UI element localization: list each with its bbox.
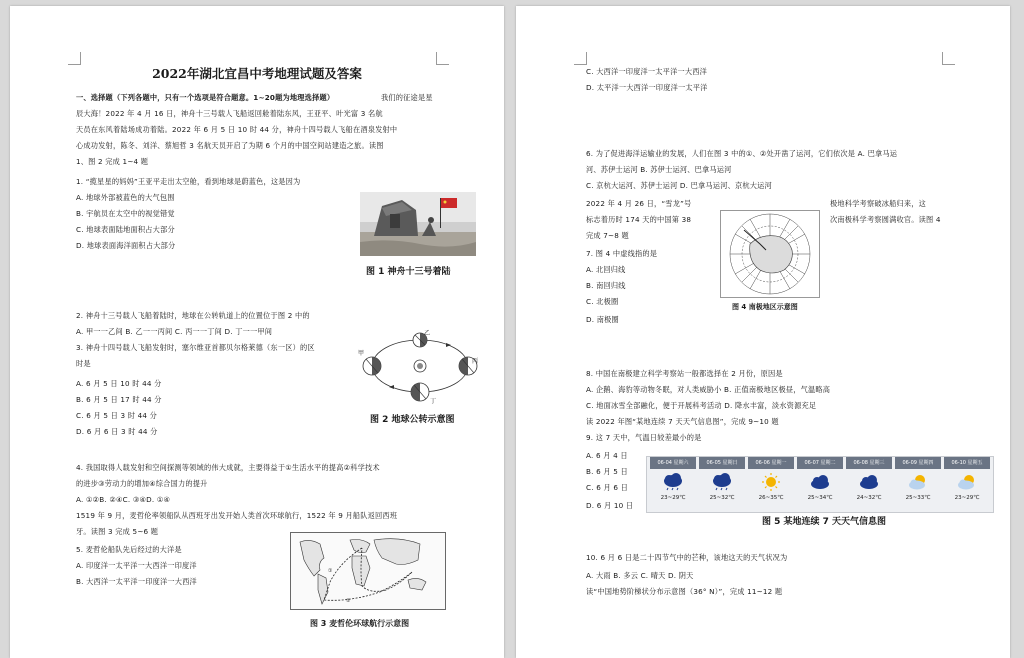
answer-option: C. 大西洋一印度洋一太平洋一大西洋 [586,67,708,76]
intro-text: 读“中国地势阶梯状分布示意图（36° N）”，完成 11~12 题 [586,587,783,596]
weather-date: 06-09 星期四 [895,457,941,469]
answer-option: C. 地球表面陆地面积占大部分 [76,225,175,234]
intro-text: 极地科学考察破冰船归来，这 [830,199,927,208]
weather-day [895,457,941,512]
intro-text: 辰大海！2022 年 4 月 16 日，神舟十三号载人飞船返回舱着陆东风，王亚平、叶光富 3 名航 [76,109,383,118]
answer-option: A. 大雨 B. 多云 C. 晴天 D. 阴天 [586,571,694,580]
question-stem: 5. 麦哲伦船队先后经过的大洋是 [76,545,182,554]
intro-text: 读 2022 年图“某地连续 7 天天气信息图”，完成 9~10 题 [586,417,779,426]
question-stem: 7. 图 4 中虚线指的是 [586,249,658,258]
orbit-label: 甲 [358,350,365,357]
answer-option: C. 6 月 6 日 [586,483,628,492]
weather-date: 06-04 星期六 [650,457,696,469]
weather-day [797,457,843,512]
question-stem: 的进步③劳动力的增加④综合国力的提升 [76,479,208,488]
weather-day [748,457,794,512]
question-stem: 8. 中国在南极建立科学考察站一般都选择在 2 月份，原因是 [586,369,783,378]
orbit-label: 乙 [424,330,431,337]
weather-date: 06-10 星期五 [944,457,990,469]
answer-option: B. 6 月 5 日 [586,467,628,476]
weather-temp: 25~34℃ [807,495,833,501]
question-stem: 3. 神舟十四号载人飞船发射时，塞尔维亚首都贝尔格莱德（东一区）的区 [76,343,315,352]
weather-temp: 25~33℃ [905,495,931,501]
weather-date: 06-05 星期日 [699,457,745,469]
cloud-icon [809,473,831,491]
question-stem: 4. 我国取得人载发射和空间探测等领域的伟大成就，主要得益于①生活水平的提高②科学技术 [76,463,380,472]
answer-option: B. 大西洋一太平洋一印度洋一大西洋 [76,577,197,586]
answer-option: C. 6 月 5 日 3 时 44 分 [76,411,157,420]
question-stem: 1. “揽星星的妈妈”王亚平走出太空舱，看到地球是蔚蓝色，这是因为 [76,177,301,186]
answer-option: D. 地球表面海洋面积占大部分 [76,241,176,250]
answer-option: C. 北极圈 [586,297,619,306]
partly-sunny-icon [907,473,929,491]
intro-text: 牙。读图 3 完成 5~6 题 [76,527,159,536]
sun-icon [760,473,782,491]
answer-option: B. 宇航员在太空中的视觉错觉 [76,209,175,218]
question-stem: 10. 6 月 6 日是二十四节气中的芒种，该地这天的天气状况为 [586,553,788,562]
page-left [10,6,504,658]
answer-option: D. 6 月 10 日 [586,501,634,510]
weather-date: 06-06 星期一 [748,457,794,469]
intro-text: 标志着历时 174 天的中国第 38 [586,215,692,224]
svg-text:①: ① [328,568,333,574]
answer-option: A. ①②B. ②④C. ③④D. ①④ [76,495,171,504]
weather-day [650,457,696,512]
weather-strip [646,456,994,513]
intro-text: 我们的征途是星 [381,93,433,102]
question-stem: 6. 为了促进海洋运输业的发展，人们在图 3 中的①、②处开凿了运河，它们依次是 A. 巴拿马运 [586,149,898,158]
question-stem: 2. 神舟十三号载人飞船着陆时，地球在公转轨道上的位置位于图 2 中的 [76,311,310,320]
answer-option: D. 南极圈 [586,315,619,324]
answer-option: B. 南回归线 [586,281,626,290]
figure-caption: 图 4 南极地区示意图 [732,303,798,311]
crop-mark [942,52,955,65]
answer-option: A. 6 月 5 日 10 时 44 分 [76,379,162,388]
section-heading: 一、选择题（下列各题中，只有一个选项是符合题意。1~20题为地理选择题） [76,93,335,102]
intro-text: 天员在东风着陆场成功着陆。2022 年 6 月 5 日 10 时 44 分，神舟十四号载人飞船在酒泉发射中 [76,125,398,134]
voyage-map [290,532,446,610]
figure-caption: 图 5 某地连续 7 天天气信息图 [762,517,887,527]
weather-temp: 26~35℃ [758,495,784,501]
weather-day [699,457,745,512]
svg-text:②: ② [346,598,351,604]
weather-date: 06-08 星期三 [846,457,892,469]
rain-cloud-icon [662,473,684,491]
weather-temp: 23~29℃ [660,495,686,501]
answer-option: C. 京杭大运河、苏伊士运河 D. 巴拿马运河、京杭大运河 [586,181,772,190]
rain-cloud-icon [711,473,733,491]
weather-day [846,457,892,512]
figure-caption: 图 3 麦哲伦环球航行示意图 [310,619,410,628]
question-stem: 时是 [76,359,91,368]
answer-option: A. 北回归线 [586,265,626,274]
weather-date: 06-07 星期二 [797,457,843,469]
intro-text: 完成 7~8 题 [586,231,629,240]
weather-day [944,457,990,512]
orbit-diagram [358,326,482,406]
figure-caption: 图 2 地球公转示意图 [370,415,455,425]
answer-option: D. 6 月 6 日 3 时 44 分 [76,427,158,436]
weather-temp: 24~32℃ [856,495,882,501]
intro-text: 2022 年 4 月 26 日，“雪龙”号 [586,199,692,208]
answer-option: C. 地面冰雪全部融化，便于开展科考活动 D. 降水丰富，淡水资源充足 [586,401,817,410]
orbit-label: 丙 [472,358,479,365]
answer-option: A. 地球外部被蓝色的大气包围 [76,193,175,202]
antarctic-map [720,210,820,298]
weather-temp: 23~29℃ [954,495,980,501]
intro-text: 1519 年 9 月，麦哲伦率领船队从西班牙出发开始人类首次环球航行，1522 年 9 月船队返回西班 [76,511,398,520]
document-title: 2022年湖北宜昌中考地理试题及答案 [152,66,362,81]
figure-caption: 图 1 神舟十三号着陆 [366,267,451,277]
answer-option: A. 印度洋一太平洋一大西洋一印度洋 [76,561,197,570]
orbit-label: 丁 [430,398,437,405]
answer-option: A. 甲一一乙间 B. 乙一一丙间 C. 丙一一丁间 D. 丁一一甲间 [76,327,273,336]
landing-photo [360,192,476,256]
answer-option: D. 太平洋一大西洋一印度洋一太平洋 [586,83,708,92]
partly-sunny-icon [956,473,978,491]
intro-text: 1、图 2 完成 1~4 题 [76,157,149,166]
answer-option: A. 企鹅、海豹等动物冬眠，对人类威胁小 B. 正值南极地区极昼，气温略高 [586,385,831,394]
intro-text: 心成功发射，陈冬、刘洋、蔡旭哲 3 名航天员开启了为期 6 个月的中国空间站建造之旅。读图 [76,141,384,150]
answer-option: A. 6 月 4 日 [586,451,628,460]
answer-option: 河、苏伊士运河 B. 苏伊士运河、巴拿马运河 [586,165,732,174]
weather-temp: 25~32℃ [709,495,735,501]
question-stem: 9. 这 7 天中，气温日较差最小的是 [586,433,702,442]
page-right [516,6,1010,658]
crop-mark [574,52,587,65]
cloud-icon [858,473,880,491]
intro-text: 次南极科学考察圆满收官。读图 4 [830,215,941,224]
answer-option: B. 6 月 5 日 17 时 44 分 [76,395,162,404]
